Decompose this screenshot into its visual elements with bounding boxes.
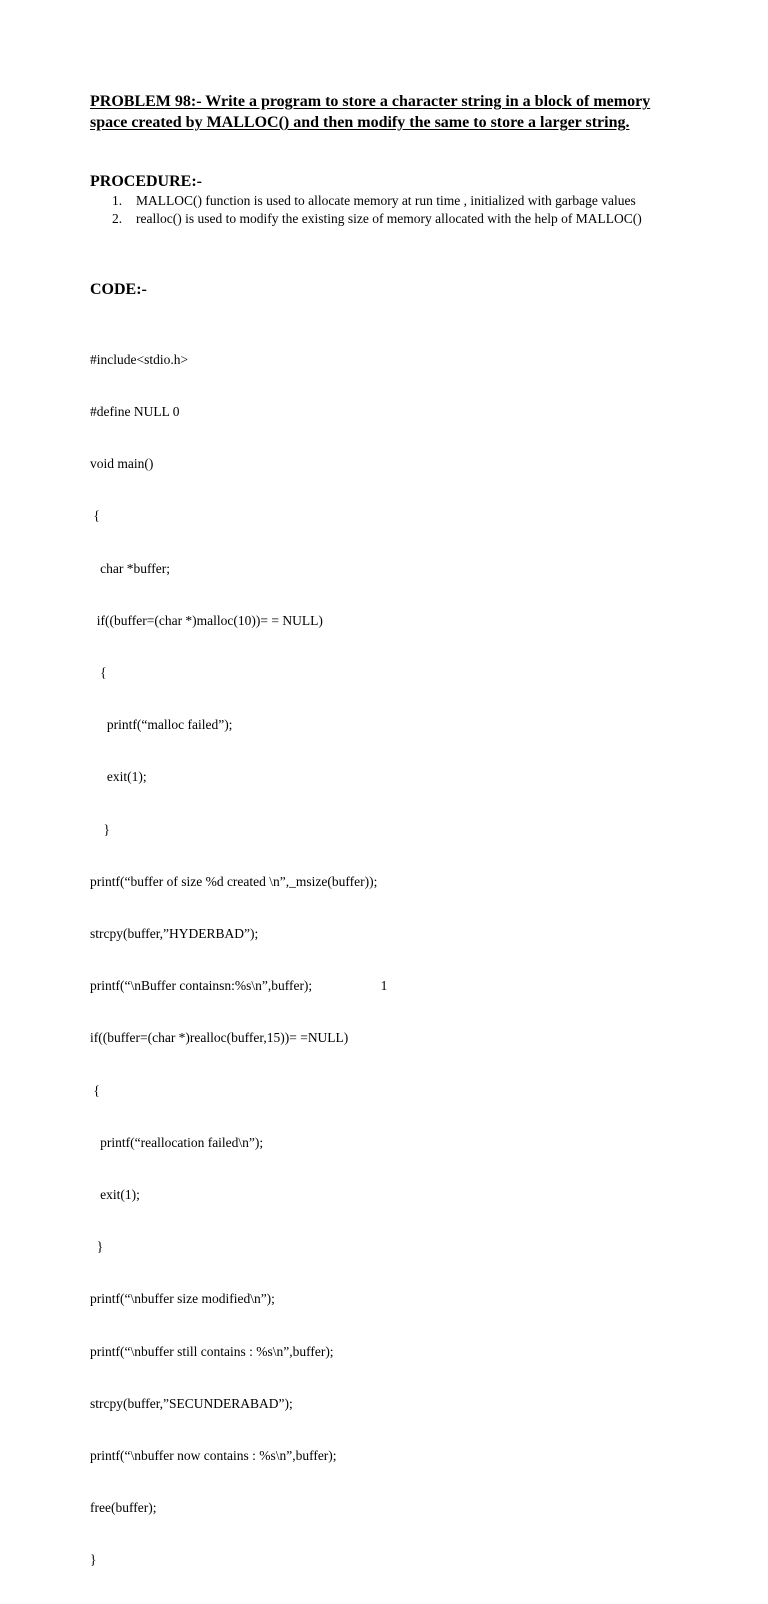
procedure-step bbox=[90, 192, 670, 209]
code-line: strcpy(buffer,”HYDERBAD”); bbox=[90, 926, 259, 942]
step-text: realloc() is used to modify the existing size of memory allocated with the help of MALLOC() bbox=[136, 211, 642, 226]
code-line: if((buffer=(char *)realloc(buffer,15))= =NULL) bbox=[90, 1030, 349, 1046]
code-line: void main() bbox=[90, 456, 154, 472]
code-line: printf(“\nbuffer now contains : %s\n”,buffer); bbox=[90, 1448, 337, 1464]
code-line: strcpy(buffer,”SECUNDERABAD”); bbox=[90, 1395, 293, 1411]
code-line: exit(1); bbox=[90, 769, 147, 785]
code-title: CODE:- bbox=[90, 281, 147, 298]
code-line: printf(“\nbuffer size modified\n”); bbox=[90, 1291, 275, 1307]
code-line: printf(“reallocation failed\n”); bbox=[90, 1134, 264, 1150]
problem-heading: PROBLEM 98:- Write a program to store a character string in a block of memory space created by MALLOC() and then modify the same to store a larger string. bbox=[90, 93, 651, 131]
code-line: free(buffer); bbox=[90, 1500, 157, 1516]
code-line: printf(“malloc failed”); bbox=[90, 717, 233, 733]
page-number: 1 bbox=[380, 978, 388, 993]
code-line: } bbox=[90, 821, 110, 837]
step-number: 2. bbox=[112, 211, 123, 226]
code-block bbox=[90, 316, 650, 1604]
code-line: { bbox=[90, 508, 100, 524]
code-line: { bbox=[90, 665, 107, 681]
code-line: if((buffer=(char *)malloc(10))= = NULL) bbox=[90, 612, 323, 628]
step-number: 1. bbox=[112, 193, 123, 208]
code-line: printf(“\nbuffer still contains : %s\n”,buffer); bbox=[90, 1343, 334, 1359]
procedure-title: PROCEDURE:- bbox=[90, 173, 202, 190]
code-line: exit(1); bbox=[90, 1187, 140, 1203]
code-line: #include<stdio.h> bbox=[90, 351, 189, 367]
code-line: #define NULL 0 bbox=[90, 404, 180, 420]
procedure-steps bbox=[90, 192, 670, 228]
code-line: printf(“\nBuffer containsn:%s\n”,buffer); bbox=[90, 978, 313, 994]
code-line: } bbox=[90, 1552, 97, 1568]
code-line: } bbox=[90, 1239, 104, 1255]
step-text: MALLOC() function is used to allocate memory at run time , initialized with garbage values bbox=[136, 193, 636, 208]
procedure-step bbox=[90, 210, 670, 227]
code-line: char *buffer; bbox=[90, 560, 170, 576]
code-line: { bbox=[90, 1082, 100, 1098]
code-line: printf(“buffer of size %d created \n”,_msize(buffer)); bbox=[90, 873, 378, 889]
